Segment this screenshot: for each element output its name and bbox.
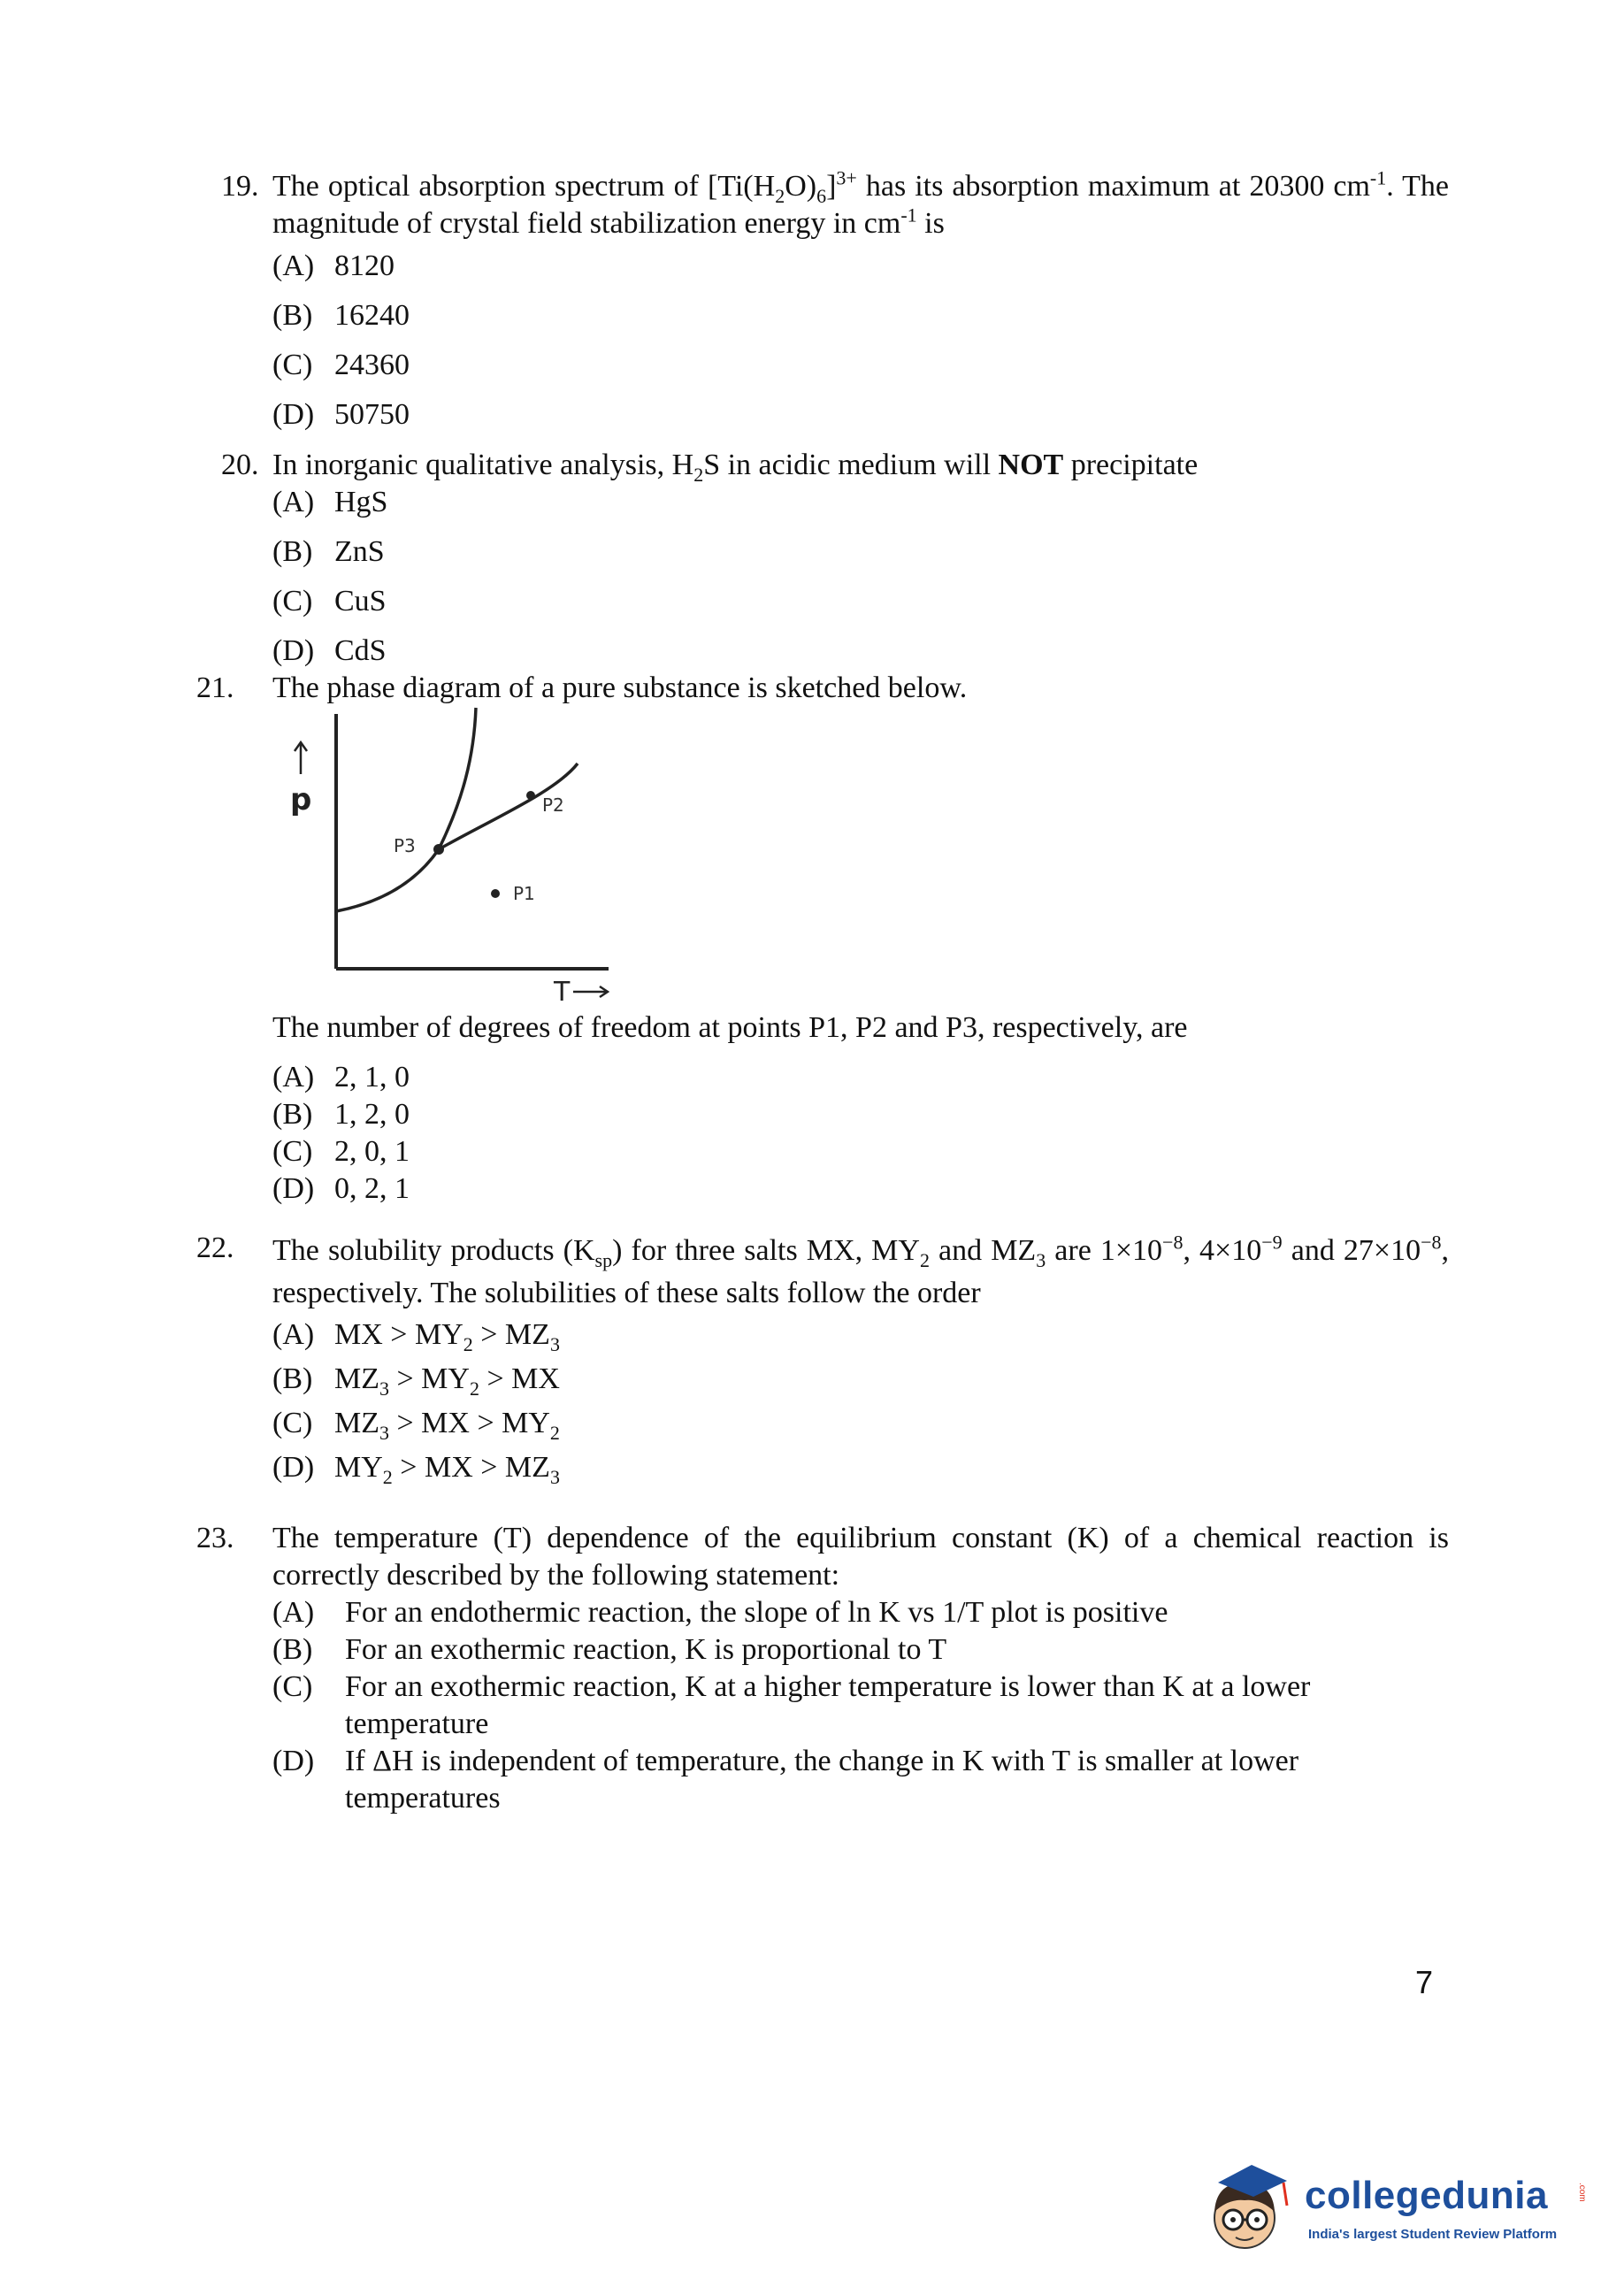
option-a[interactable]: (A) MX > $MY_2 > MZ_3$ [272,1318,560,1355]
option-a[interactable]: (A) For an endothermic reaction, the slope of ln K vs 1/T plot is positive [272,1596,1168,1629]
option-d[interactable]: (D) CdS [272,634,387,667]
question-text: In inorganic qualitative analysis, $H_2S$ in acidic medium will NOT precipitate [272,449,1199,486]
option-d[interactable]: (D) If ΔH is independent of temperature, the change in K with T is smaller at lower temperatures [272,1745,1299,1815]
point-p1-marker [491,889,500,898]
option-d[interactable]: (D) 0, 2, 1 [272,1172,410,1205]
option-b[interactable]: (B) ZnS [272,535,385,568]
temperature-axis-label: T [554,977,571,1004]
question-text: The temperature (T) dependence of the equilibrium constant (K) of a chemical reaction is correctly described by the following statement: [272,1522,1449,1592]
option-c[interactable]: (C) For an exothermic reaction, K at a higher temperature is lower than K at a lower temperature [272,1670,1311,1740]
option-c[interactable]: (C) CuS [272,585,387,618]
collegedunia-logo[interactable] [1199,2163,1588,2260]
brand-suffix: .com [1577,2183,1587,2202]
option-a[interactable]: (A) 2, 1, 0 [272,1061,410,1093]
mascot-icon [1199,2163,1300,2260]
question-number: 22. [196,1232,234,1264]
point-p2-label: P2 [542,794,564,816]
option-c[interactable]: (C) $MZ_3$ > MX > $MY_2$ [272,1407,560,1444]
point-p1-label: P1 [513,883,535,904]
brand-tagline: India's largest Student Review Platform [1308,2227,1558,2242]
option-d[interactable]: (D) $MY_2$ > MX > $MZ_3$ [272,1451,560,1488]
question-prompt: The number of degrees of freedom at points P1, P2 and P3, respectively, are [272,1011,1188,1044]
question-number: 20. [221,449,259,481]
phase-diagram [272,703,644,1004]
point-p3-label: P3 [394,835,416,856]
option-b[interactable]: (B) For an exothermic reaction, K is proportional to T [272,1633,947,1666]
option-c[interactable]: (C) 2, 0, 1 [272,1135,410,1168]
point-p3-marker [433,844,444,855]
page-number: 7 [1415,1964,1434,2000]
question-number: 21. [196,671,234,704]
question-text: The solubility products $(K_{sp})$ for three salts MX, $MY_2$ and $MZ_3$ are $1\times 10^{-8}$, $4\times 10^{-9}$ and $27\times 10^{-8}$, respectively. The solubilities of these salts follow the order [272,1231,1450,1309]
question-number: 19. [221,170,259,203]
option-a[interactable]: (A) 8120 [272,249,395,282]
pressure-axis-label: p [290,782,312,817]
question-number: 23. [196,1522,234,1554]
brand-name: collegedunia [1305,2174,1548,2217]
option-a[interactable]: (A) HgS [272,486,388,518]
option-b[interactable]: (B) 16240 [272,299,410,332]
melting-curve [439,708,476,849]
option-b[interactable]: (B) 1, 2, 0 [272,1098,410,1131]
question-text: The optical absorption spectrum of $[Ti(H_2O)_6]^{3+}$ has its absorption maximum at 20300 $cm^{-1}$. The magnitude of crystal field stabilization energy in $cm^{-1}$ is [272,166,1449,240]
question-text: The phase diagram of a pure substance is sketched below. [272,671,968,704]
sublimation-curve [336,849,439,911]
option-d[interactable]: (D) 50750 [272,398,410,431]
option-b[interactable]: (B) $MZ_3 > MY_2$ > MX [272,1362,560,1400]
point-p2-marker [526,791,535,800]
option-c[interactable]: (C) 24360 [272,349,410,381]
